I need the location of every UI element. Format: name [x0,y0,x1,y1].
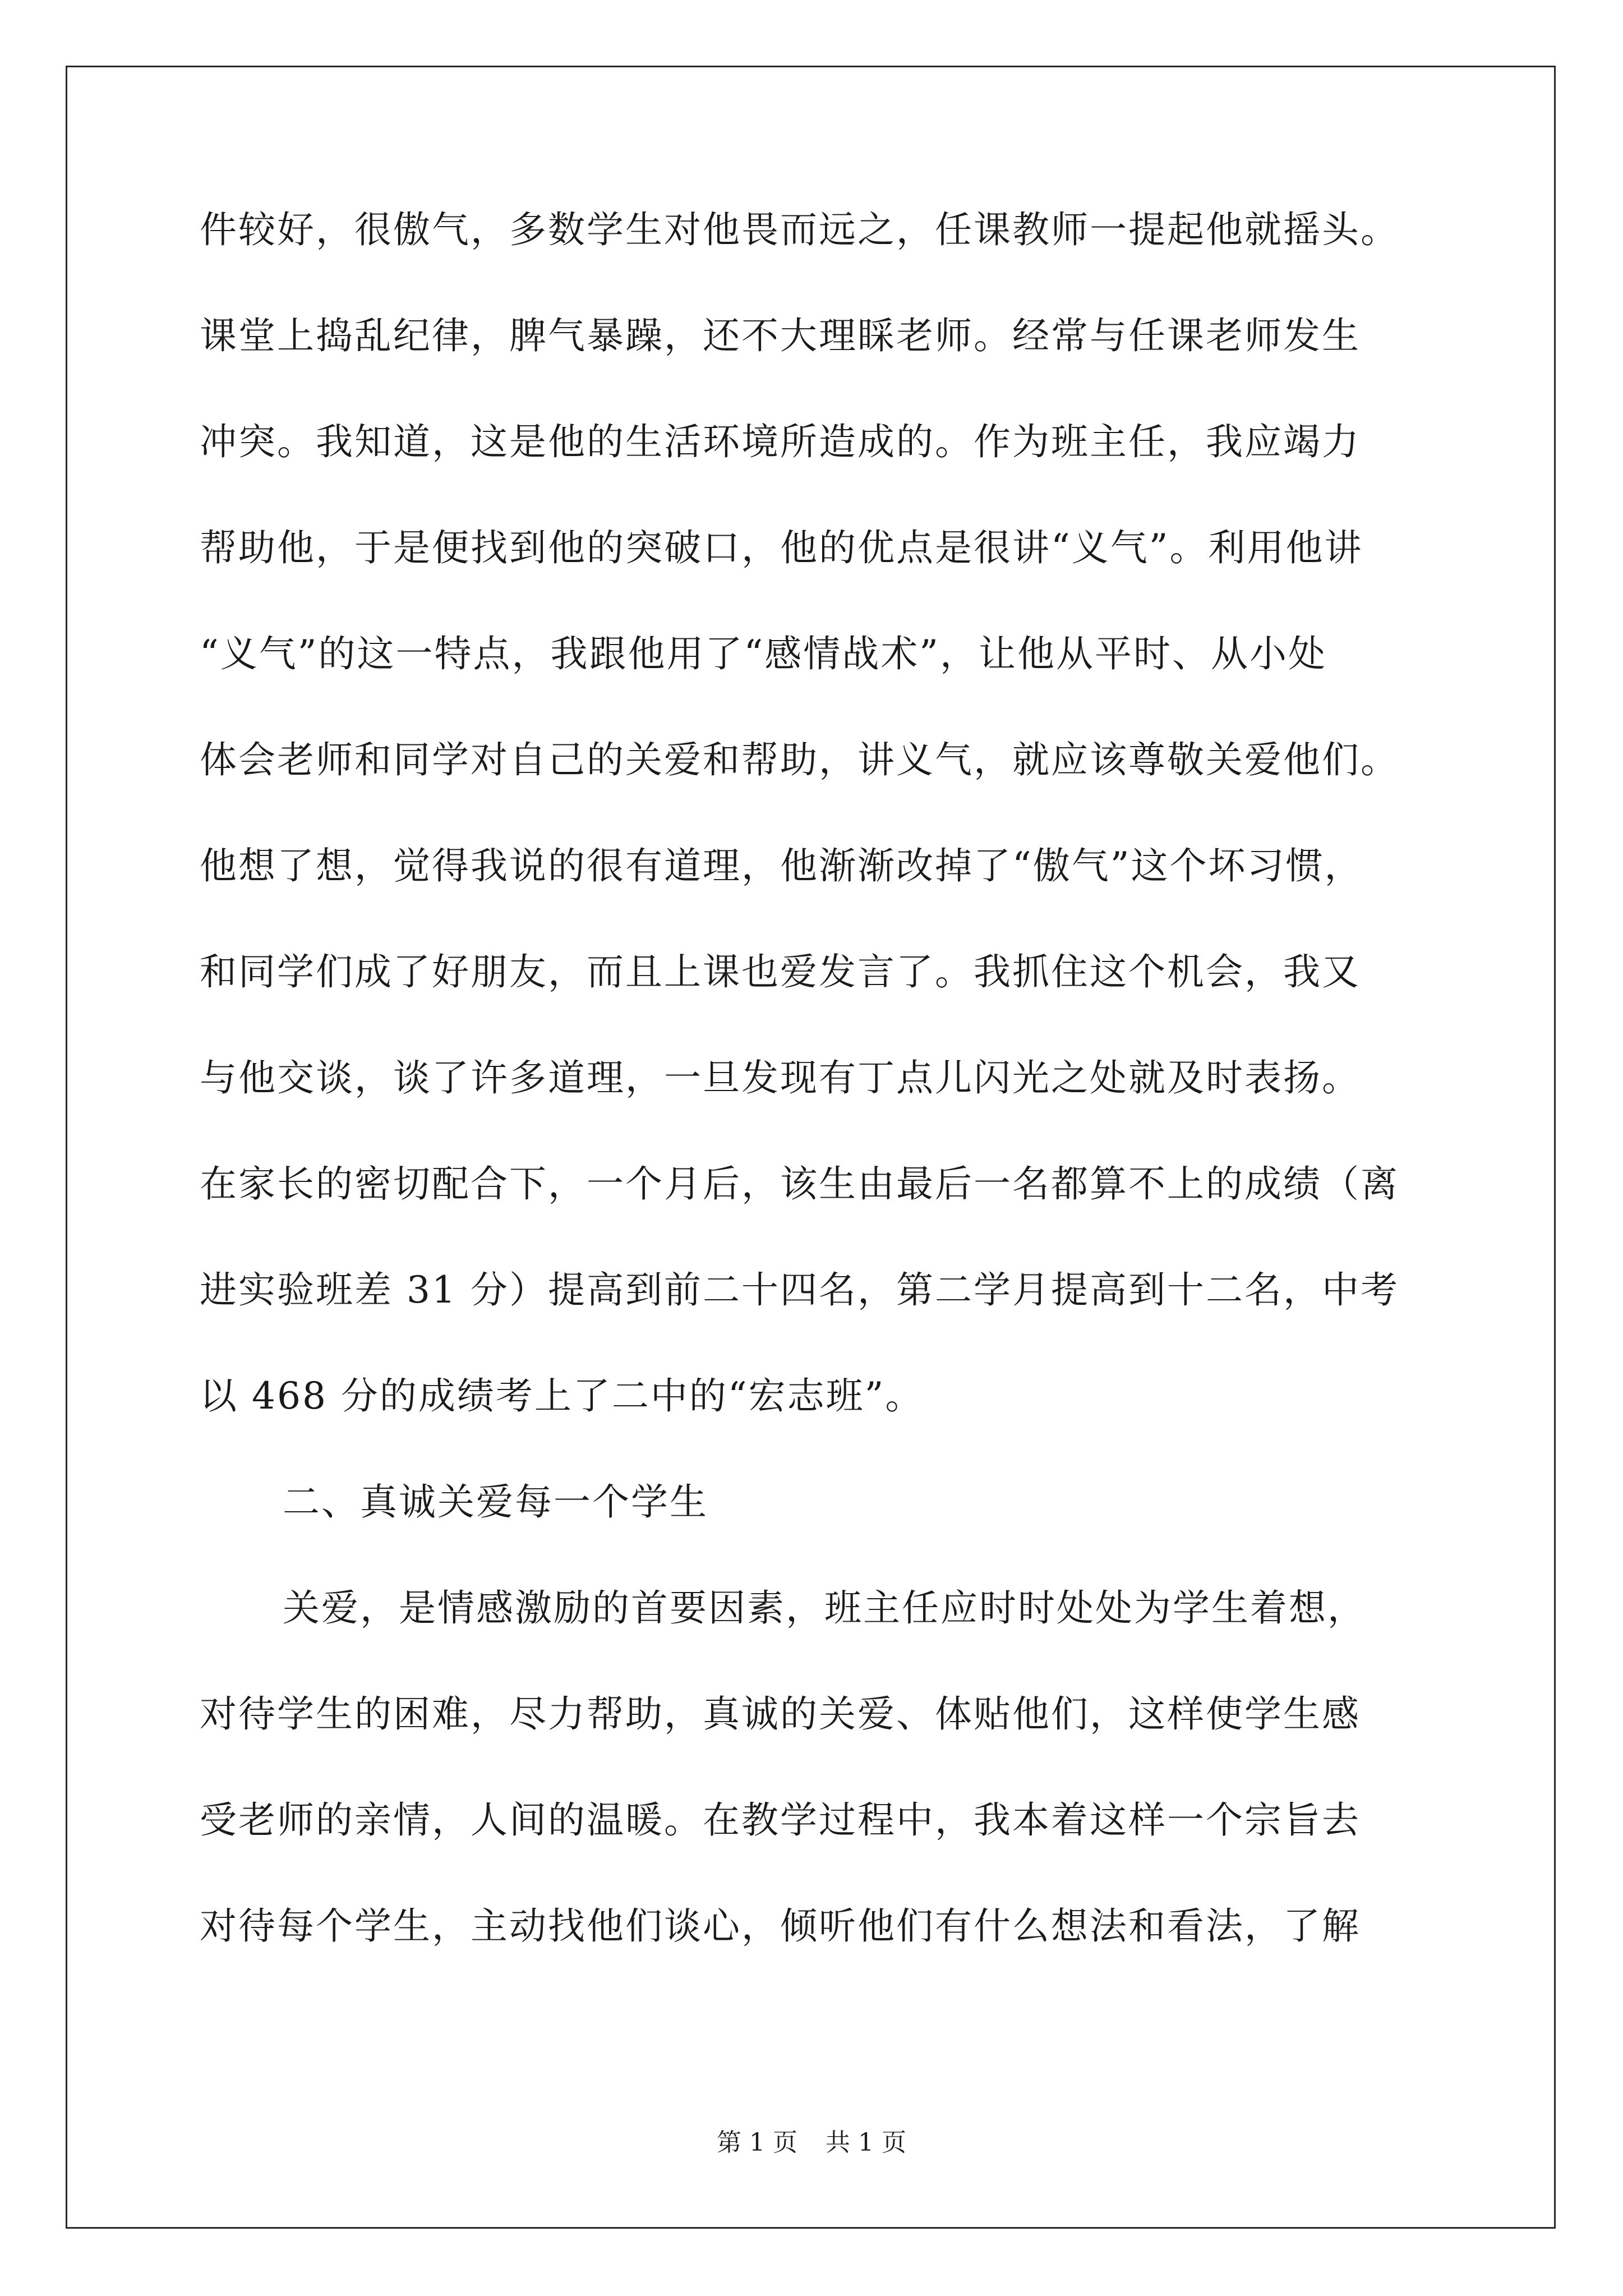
body-line: 进实验班差 31 分）提高到前二十四名，第二学月提高到十二名，中考 [200,1268,1399,1312]
body-line: 帮助他，于是便找到他的突破口，他的优点是很讲“义气”。利用他讲 [200,526,1363,569]
body-line: 对待学生的困难，尽力帮助，真诚的关爱、体贴他们，这样使学生感 [200,1692,1361,1736]
body-line: 他想了想，觉得我说的很有道理，他渐渐改掉了“傲气”这个坏习惯， [200,844,1363,887]
body-line: 受老师的亲情，人间的温暖。在教学过程中，我本着这样一个宗旨去 [200,1798,1361,1842]
section-heading: 二、真诚关爱每一个学生 [283,1480,708,1524]
body-line: 课堂上捣乱纪律，脾气暴躁，还不大理睬老师。经常与任课老师发生 [200,314,1361,357]
body-line: “义气”的这一特点，我跟他用了“感情战术”，让他从平时、从小处 [200,632,1327,675]
body-line: 和同学们成了好朋友，而且上课也爱发言了。我抓住这个机会，我又 [200,950,1361,993]
document-body [200,202,1433,2004]
body-line: 与他交谈，谈了许多道理，一旦发现有丁点儿闪光之处就及时表扬。 [200,1056,1361,1099]
body-line: 体会老师和同学对自己的关爱和帮助，讲义气，就应该尊敬关爱他们。 [200,738,1399,781]
paragraph-first-line: 关爱，是情感激励的首要因素，班主任应时时处处为学生着想， [283,1586,1366,1630]
body-line: 冲突。我知道，这是他的生活环境所造成的。作为班主任，我应竭力 [200,420,1361,463]
body-line: 对待每个学生，主动找他们谈心，倾听他们有什么想法和看法，了解 [200,1904,1361,1948]
page-total: 共 1 页 [826,2128,906,2157]
page-footer [0,2126,1623,2160]
body-line: 以 468 分的成绩考上了二中的“宏志班”。 [200,1374,924,1418]
body-line: 在家长的密切配合下，一个月后，该生由最后一名都算不上的成绩（离 [200,1162,1399,1205]
page-number: 第 1 页 [717,2128,797,2157]
body-line: 件较好，很傲气，多数学生对他畏而远之，任课教师一提起他就摇头。 [200,208,1399,251]
